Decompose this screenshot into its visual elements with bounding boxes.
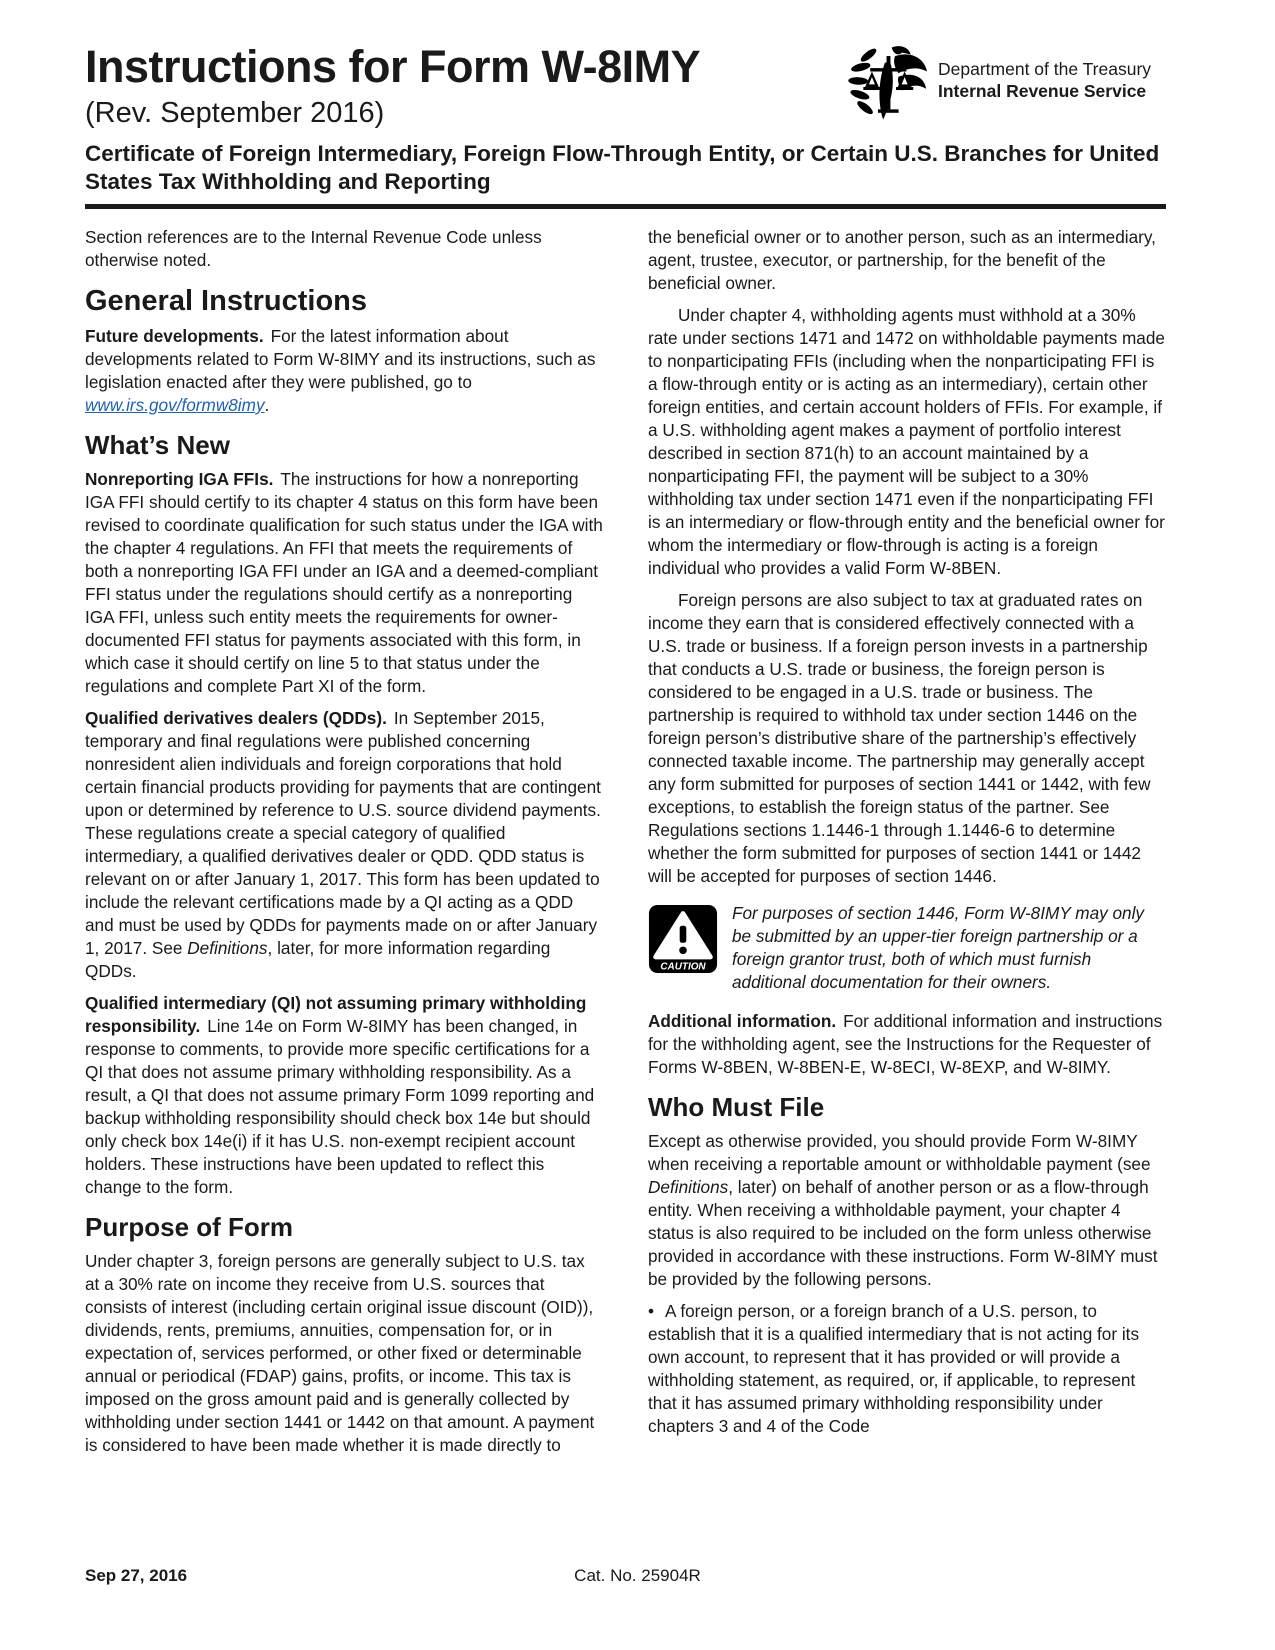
qdd-lead: Qualified derivatives dealers (QDDs). xyxy=(85,708,387,728)
bullet-text: A foreign person, or a foreign branch of a U.S. person, to establish that it is a qualified intermediary that is not acting for its own account, to represent that it has provided or will provide a withholding statement, as required, or, if applicable, to represent that it has assumed primary withholding responsibility under chapters 3 and 4 of the Code xyxy=(648,1301,1140,1436)
nonreporting-iga-paragraph xyxy=(85,468,603,698)
heading-general-instructions: General Instructions xyxy=(85,285,368,317)
qi-text: Line 14e on Form W-8IMY has been changed, in response to comments, to provide more specific certifications for a QI that does not assume primary withholding responsibility. As a result, a QI that does not assume primary Form 1099 reporting and backup withholding responsibility should check box 14e but should only check box 14e(i) if it has U.S. non-exempt recipient account holders. These instructions have been updated to reflect this change to the form. xyxy=(85,1016,595,1197)
future-developments-paragraph xyxy=(85,325,603,417)
additional-information-text: For additional information and instructions for the withholding agent, see the Instructions for the Requester of Forms W-8BEN, W-8BEN-E, W-8ECI, W-8EXP, and W-8IMY. xyxy=(648,1011,1163,1077)
future-developments-lead: Future developments. xyxy=(85,326,264,346)
footer-catalog-number: Cat. No. 25904R xyxy=(574,1566,701,1585)
continuation-paragraph: the beneficial owner or to another person, such as an intermediary, agent, trustee, executor, or partnership, for the benefit of the beneficial owner. xyxy=(648,227,1156,293)
qi-lead: Qualified intermediary (QI) not assuming primary withholding responsibility. xyxy=(85,993,587,1036)
who-definitions-term: Definitions xyxy=(648,1177,729,1197)
caution-text: For purposes of section 1446, Form W-8IMY may only be submitted by an upper-tier foreign partnership or a foreign grantor trust, both of which must furnish additional documentation for their owners. xyxy=(732,903,1145,992)
future-developments-text: For the latest information about developments related to Form W-8IMY and its instructions, such as legislation enacted after they were published, go to xyxy=(85,326,596,392)
qdd-paragraph xyxy=(85,707,603,983)
nonreporting-iga-text: The instructions for how a nonreporting IGA FFI should certify to its chapter 4 status on this form have been revised to coordinate qualification for such status under the IGA with the chapter 4 regulations. An FFI that meets the requirements of both a nonreporting IGA FFI under an IGA and a deemed-compliant FFI status under the regulations should certify as a nonreporting IGA FFI, unless such entity meets the requirements for owner-documented FFI status for payments associated with this form, in which case it should certify on line 5 to that status under the regulations and complete Part XI of the form. xyxy=(85,469,603,696)
additional-information-paragraph xyxy=(648,1010,1166,1079)
agency-lines xyxy=(938,44,1166,102)
agency-irs: Internal Revenue Service xyxy=(938,81,1147,101)
page-title: Instructions for Form W-8IMY xyxy=(85,41,701,92)
who-must-file-text-2: , later) on behalf of another person or as a flow-through entity. When receiving a withholdable payment, your chapter 4 status is also required to be included on the form unless otherwise provided in accordance with these instructions. Form W-8IMY must be provided by the following persons. xyxy=(648,1177,1158,1289)
bullet-marker: • xyxy=(648,1301,655,1321)
qi-paragraph xyxy=(85,992,603,1199)
irs-eagle-icon xyxy=(847,44,933,130)
future-developments-period: . xyxy=(264,395,270,415)
qdd-text-2: , later, for more information regarding QDDs. xyxy=(85,938,551,981)
chapter4-paragraph: Under chapter 4, withholding agents must withhold at a 30% rate under sections 1471 and 1472 on withholdable payments made to nonparticipating FFIs (including when the nonparticipating FFI is a flow-through entity or is acting as an intermediary), certain other foreign entities, and certain account holders of FFIs. For example, if a U.S. withholding agent makes a payment of portfolio interest described in section 871(h) to an account maintained by a nonparticipating FFI, the payment will be subject to a 30% withholding tax under section 1471 even if the nonparticipating FFI is an intermediary or flow-through entity and the beneficial owner for whom the intermediary or flow-through is acting is a foreign individual who provides a valid Form W-8BEN. xyxy=(648,305,1165,578)
qdd-definitions-term: Definitions xyxy=(187,938,268,958)
who-must-file-text-1: Except as otherwise provided, you should provide Form W-8IMY when receiving a reportable amount or withholdable payment (see xyxy=(648,1131,1151,1174)
footer-date: Sep 27, 2016 xyxy=(85,1566,188,1585)
heading-whats-new: What’s New xyxy=(85,430,230,460)
right-column xyxy=(648,226,1166,1466)
nonreporting-iga-lead: Nonreporting IGA FFIs. xyxy=(85,469,274,489)
left-column xyxy=(85,226,603,1466)
caution-block xyxy=(648,902,1166,994)
list-item xyxy=(648,1300,1166,1438)
agency-block xyxy=(847,44,1166,130)
form-subtitle: Certificate of Foreign Intermediary, Foreign Flow-Through Entity, or Certain U.S. Branches for United States Tax Withholding and Reporting xyxy=(85,141,1160,194)
body-columns xyxy=(85,226,1166,1466)
agency-treasury: Department of the Treasury xyxy=(938,59,1152,79)
qdd-text-1: In September 2015, temporary and final regulations were published concerning nonresident alien individuals and foreign corporations that hold certain financial products providing for payments that are contingent upon or determined by reference to U.S. source dividend payments. These regulations create a special category of qualified intermediary, a qualified derivatives dealer or QDD. QDD status is relevant on or after January 1, 2017. This form has been updated to include the relevant certifications made by a QI acting as a QDD and must be used by QDDs for payments made on or after January 1, 2017. See xyxy=(85,708,601,958)
graduated-rates-paragraph: Foreign persons are also subject to tax at graduated rates on income they earn that is considered effectively connected with a U.S. trade or business. If a foreign person invests in a partnership that conducts a U.S. trade or business, the foreign person is considered to be engaged in a U.S. trade or business. The partnership is required to withhold tax under section 1446 on the foreign person’s distributive share of the partnership’s effectively connected taxable income. The partnership may generally accept any form submitted for purposes of section 1441 or 1442, with few exceptions, to establish the foreign status of the partner. See Regulations sections 1.1446-1 through 1.1446-6 to determine whether the form submitted for purposes of section 1441 or 1442 will be accepted for purposes of section 1446. xyxy=(648,590,1151,886)
header-divider xyxy=(85,204,1166,209)
revision-line: (Rev. September 2016) xyxy=(85,97,385,129)
masthead xyxy=(85,42,1166,130)
heading-who-must-file: Who Must File xyxy=(648,1092,825,1122)
irs-form-link[interactable]: www.irs.gov/formw8imy xyxy=(85,395,265,415)
masthead-titles xyxy=(85,42,700,130)
section-references-note: Section references are to the Internal Revenue Code unless otherwise noted. xyxy=(85,227,542,270)
additional-information-lead: Additional information. xyxy=(648,1011,837,1031)
who-must-file-paragraph xyxy=(648,1130,1166,1291)
caution-icon-label: CAUTION xyxy=(660,961,706,973)
caution-icon xyxy=(648,904,718,974)
purpose-paragraph: Under chapter 3, foreign persons are generally subject to U.S. tax at a 30% rate on income they receive from U.S. sources that consists of interest (including certain original issue discount (OID)), dividends, rents, premiums, annuities, compensation for, or in expectation of, services performed, or other fixed or determinable annual or periodical (FDAP) gains, profits, or income. This tax is imposed on the gross amount paid and is generally collected by withholding under section 1441 or 1442 on that amount. A payment is considered to have been made whether it is made directly to xyxy=(85,1251,595,1455)
heading-purpose-of-form: Purpose of Form xyxy=(85,1212,294,1242)
